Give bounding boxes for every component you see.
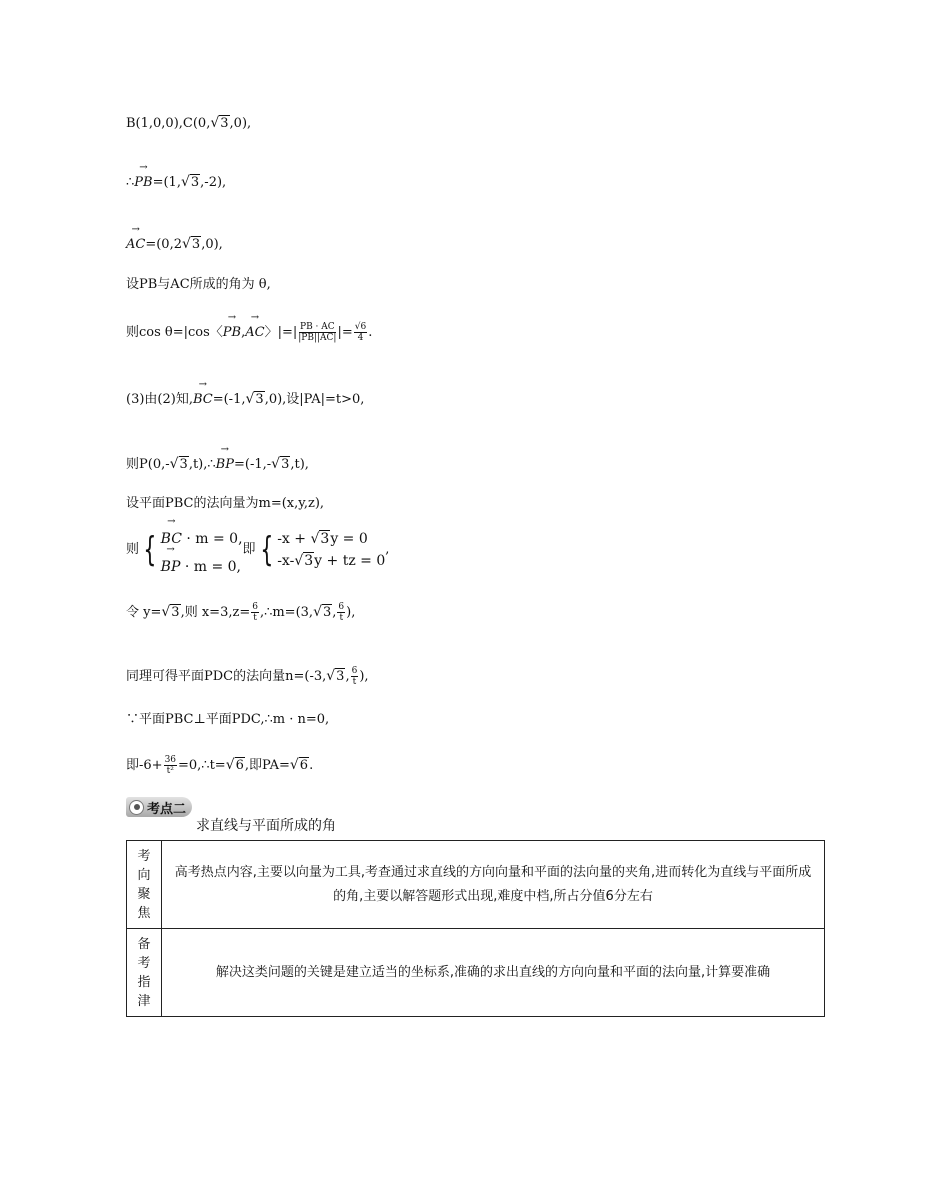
table-row — [127, 929, 825, 1017]
vector-pb-line: ∴→ PB=(1,√3,-2), — [126, 168, 226, 192]
vector-pb: → PB — [134, 168, 152, 192]
row-label: 考 向 聚 焦 — [127, 841, 162, 929]
cos-fraction: $\frac{PB \cdot AC}{|PB||AC|}$ — [298, 322, 337, 343]
result-fraction: $\frac{√6}{4}$ — [354, 322, 367, 343]
point-p-line: 则P(0,-√3,t),∴→ BP=(-1,-√3,t), — [126, 450, 309, 474]
sqrt: √3 — [180, 174, 200, 190]
vector-bp: → BP — [216, 450, 234, 474]
vector-ac: → AC — [126, 230, 145, 254]
target-icon — [129, 800, 144, 815]
sqrt: √3 — [271, 456, 290, 472]
vector-ac-line: → AC=(0,2√3,0), — [126, 230, 223, 254]
cos-theta-line: 则cos θ=|cos〈→ PB,→ AC〉|=| $\frac{PB \cdot AC}{|PB||AC|}$ |= $\frac{√6}{4}$ . — [126, 318, 372, 343]
sqrt: √3 — [181, 236, 201, 252]
equation-system-right: { -x + √3y = 0 -x-√3y + tz = 0 — [259, 530, 386, 570]
row-content: 解决这类问题的关键是建立适当的坐标系,准确的求出直线的方向向量和平面的法向量,计算要准确 — [162, 929, 825, 1017]
sqrt: √3 — [169, 456, 188, 472]
solve-t-line: 即-6+ $\frac{36}{\text{t²}}$ =0,∴t=√6,即PA=√6. — [126, 755, 314, 776]
vector-bc: → BC — [193, 385, 213, 409]
equation-system-left: { → BC · m = 0, → BP · m = 0, — [139, 522, 243, 578]
vector-pb: → PB — [223, 318, 241, 342]
vector-ac: → AC — [245, 318, 264, 342]
pdc-normal-line: 同理可得平面PDC的法向量n=(-3,√3, $\frac{6}{t}$ ), — [126, 666, 369, 687]
part3-line: (3)由(2)知,→ BC=(-1,√3,0),设|PA|=t>0, — [126, 385, 364, 409]
section-badge — [126, 797, 192, 817]
perpendicular-line: ∵平面PBC⊥平面PDC,∴m · n=0, — [126, 712, 330, 727]
angle-def-line: 设PB与AC所成的角为 θ, — [126, 277, 271, 292]
let-y-line: 令 y=√3,则 x=3,z= $\frac{6}{t}$ ,∴m=(3,√3, $\frac{6}{t}$ ), — [126, 602, 356, 623]
info-table — [126, 840, 825, 1017]
section-badge-label: 考点二 — [147, 801, 187, 817]
section-title: 求直线与平面所成的角 — [196, 818, 336, 834]
row-content: 高考热点内容,主要以向量为工具,考查通过求直线的方向向量和平面的法向量的夹角,进而转化为直线与平面所成的角,主要以解答题形式出现,难度中档,所占分值6分左右 — [162, 841, 825, 929]
sqrt: √3 — [245, 391, 264, 407]
sqrt: √3 — [210, 115, 229, 131]
row-label: 备 考 指 津 — [127, 929, 162, 1017]
table-row — [127, 841, 825, 929]
normal-vector-def-line: 设平面PBC的法向量为m=(x,y,z), — [126, 496, 325, 511]
coord-line-b-c: B(1,0,0),C(0,√3,0), — [126, 115, 252, 131]
equation-system-line: 则 { → BC · m = 0, → BP · m = 0, 即 { -x + √3y = 0 -x-√3y + tz = 0 , — [126, 522, 389, 578]
